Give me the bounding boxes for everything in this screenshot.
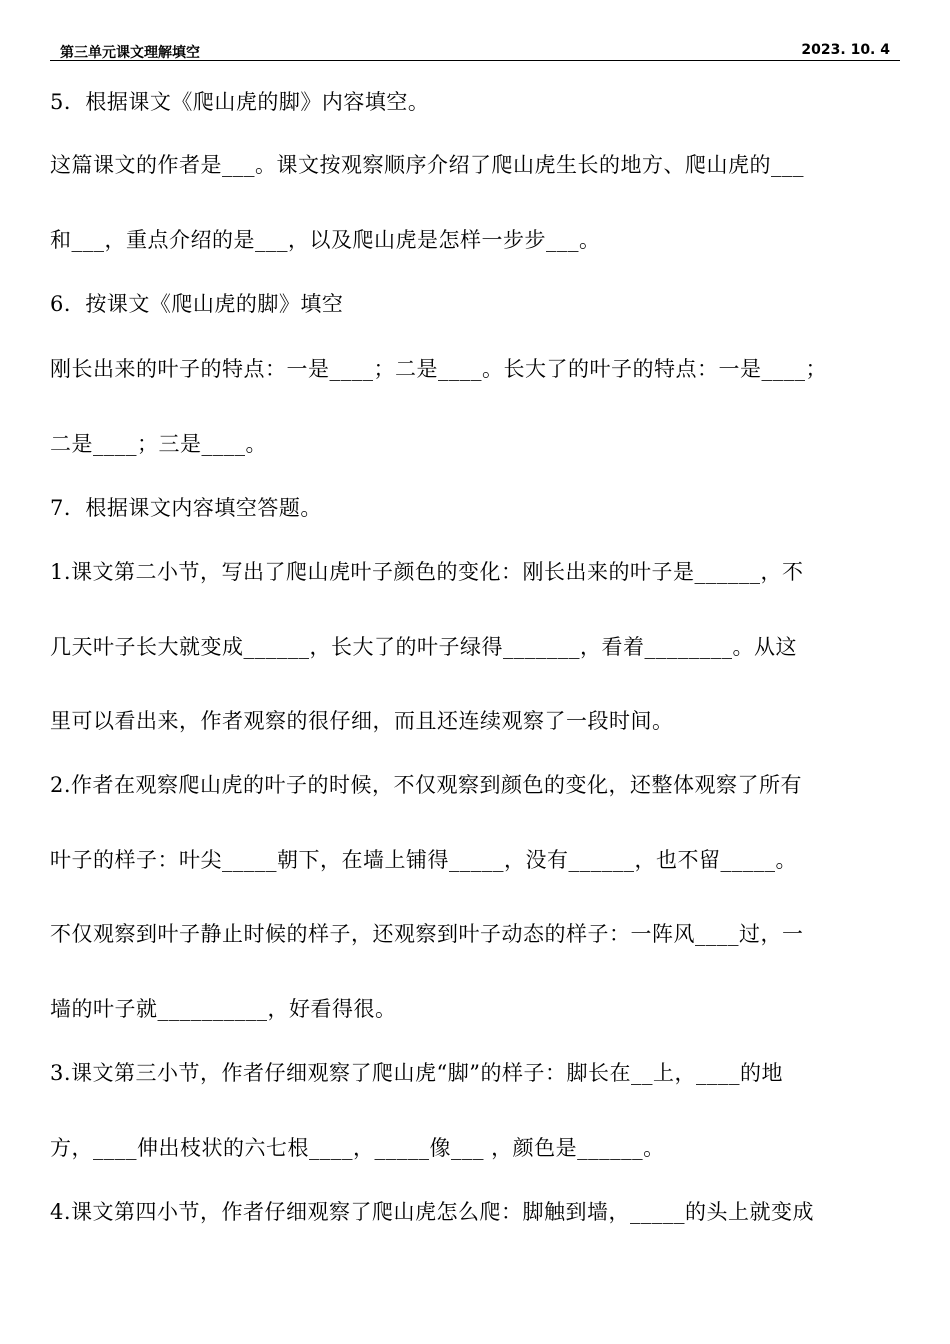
question-6-line-2: 二是____；三是____。 <box>50 432 267 456</box>
question-7-1-line-2: 几天叶子长大就变成______，长大了的叶子绿得_______，看着________。从这 <box>50 635 797 659</box>
question-6-line-1: 刚长出来的叶子的特点：一是____；二是____。长大了的叶子的特点：一是____； <box>50 357 827 381</box>
question-7-2-line-4: 墙的叶子就__________，好看得很。 <box>50 997 397 1021</box>
question-7-2-line-2: 叶子的样子：叶尖_____朝下，在墙上铺得_____，没有______，也不留_____。 <box>50 848 797 872</box>
header-title: 第三单元课文理解填空 <box>60 45 200 61</box>
header-date: 2023. 10. 4 <box>801 42 890 58</box>
question-7-2-line-3: 不仅观察到叶子静止时候的样子，还观察到叶子动态的样子：一阵风____过，一 <box>50 922 804 946</box>
question-5-heading: 5．根据课文《爬山虎的脚》内容填空。 <box>50 90 430 114</box>
question-7-3-line-1: 3.课文第三小节，作者仔细观察了爬山虎“脚”的样子：脚长在__上，____的地 <box>50 1061 784 1085</box>
question-5-line-2: 和___，重点介绍的是___，以及爬山虎是怎样一步步___。 <box>50 228 601 252</box>
question-7-2-line-1: 2.作者在观察爬山虎的叶子的时候，不仅观察到颜色的变化，还整体观察了所有 <box>50 773 803 797</box>
question-6-heading: 6．按课文《爬山虎的脚》填空 <box>50 292 344 316</box>
question-7-1-line-1: 1.课文第二小节，写出了爬山虎叶子颜色的变化：刚长出来的叶子是______，不 <box>50 560 804 584</box>
question-7-3-line-2: 方，____伸出枝状的六七根____，_____像___ ，颜色是______。 <box>50 1136 665 1160</box>
page-header <box>50 40 900 61</box>
question-7-4-line-1: 4.课文第四小节，作者仔细观察了爬山虎怎么爬：脚触到墙，_____的头上就变成 <box>50 1200 815 1224</box>
question-7-heading: 7．根据课文内容填空答题。 <box>50 496 322 520</box>
question-5-line-1: 这篇课文的作者是___。课文按观察顺序介绍了爬山虎生长的地方、爬山虎的___ <box>50 153 804 177</box>
question-7-1-line-3: 里可以看出来，作者观察的很仔细，而且还连续观察了一段时间。 <box>50 709 674 733</box>
